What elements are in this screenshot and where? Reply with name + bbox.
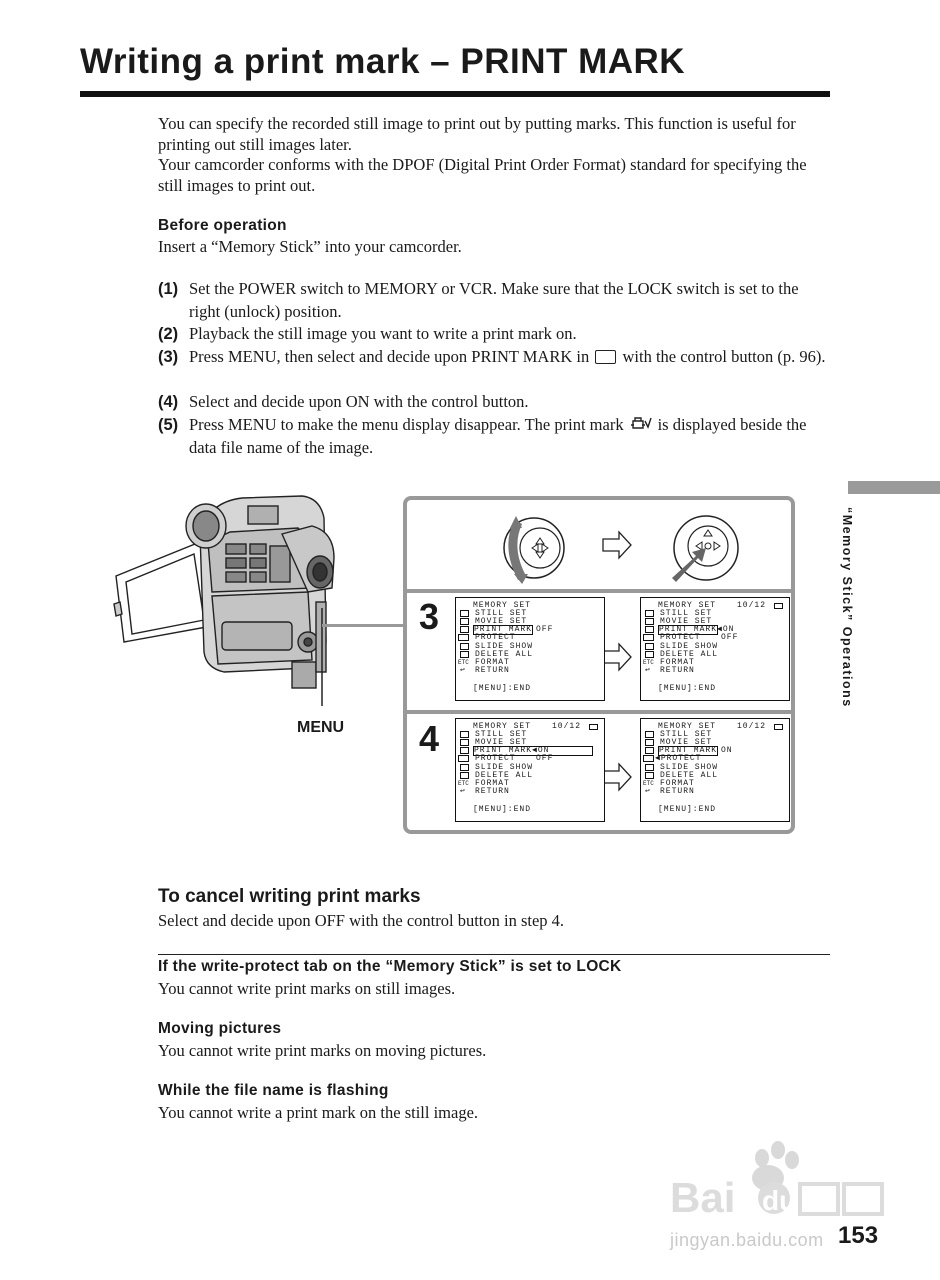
note-heading: While the file name is flashing — [158, 1082, 389, 1099]
menu-item: FORMAT — [660, 658, 695, 667]
menu-item: FORMAT — [660, 779, 695, 788]
menu-item: RETURN — [660, 666, 695, 675]
memory-icon — [774, 724, 783, 730]
next-arrow-icon — [600, 762, 634, 792]
menu-header: MEMORY SET — [658, 722, 717, 731]
still-set-icon — [645, 731, 654, 738]
still-set-icon — [460, 610, 469, 617]
image-counter: 10/12 — [737, 601, 767, 610]
step-2 — [158, 323, 830, 346]
menu-item: STILL SET — [475, 609, 528, 618]
image-counter: 10/12 — [737, 722, 767, 731]
step-text: Playback the still image you want to write a print mark on. — [189, 324, 577, 343]
menu-screen-4b — [640, 718, 790, 822]
menu-screen-3b — [640, 597, 790, 701]
menu-item: ◀PROTECT — [655, 754, 702, 763]
menu-end-hint: [MENU]:END — [658, 684, 717, 693]
print-mark-icon — [645, 626, 654, 633]
delete-icon — [460, 772, 469, 779]
menu-end-hint: [MENU]:END — [473, 684, 532, 693]
menu-button-label: MENU — [297, 719, 345, 736]
section-rule — [158, 954, 830, 955]
menu-item-selected: PRINT MARK — [659, 625, 718, 634]
figure-step-3: 3 — [419, 596, 440, 637]
menu-value: ◀ON — [717, 625, 735, 634]
menu-item: MOVIE SET — [660, 617, 713, 626]
menu-screen-3a — [455, 597, 605, 701]
section-tab-label: “Memory Stick” Operations — [840, 507, 854, 708]
menu-value: OFF — [536, 754, 554, 763]
menu-item-selected: PRINT MARK — [474, 625, 533, 634]
menu-header: MEMORY SET — [658, 601, 717, 610]
slide-show-icon — [460, 643, 469, 650]
step-4 — [158, 391, 830, 414]
menu-item: SLIDE SHOW — [475, 763, 534, 772]
memory-icon — [774, 603, 783, 609]
menu-item: DELETE ALL — [475, 771, 534, 780]
print-mark-icon — [630, 417, 652, 432]
menu-item: DELETE ALL — [475, 650, 534, 659]
page-number: 153 — [838, 1222, 879, 1249]
menu-item: PROTECT — [475, 633, 516, 642]
menu-item: STILL SET — [660, 730, 713, 739]
figure-step-4: 4 — [419, 718, 440, 759]
etc-icon: ETC — [458, 780, 469, 787]
intro-paragraph-2: Your camcorder conforms with the DPOF (Digital Print Order Format) standard for specifying the still images to print out. — [158, 155, 807, 195]
etc-icon: ETC — [643, 659, 654, 666]
return-icon: ↩ — [460, 787, 466, 796]
step-3 — [158, 346, 830, 369]
step-number: (3) — [158, 348, 179, 366]
menu-item: FORMAT — [475, 779, 510, 788]
svg-text:du: du — [762, 1185, 797, 1216]
intro-paragraph-1: You can specify the recorded still image to print out by putting marks. This function is useful for printing out still images later. — [158, 114, 796, 154]
camcorder-illustration — [112, 492, 412, 716]
cancel-heading: To cancel writing print marks — [158, 886, 421, 907]
movie-set-icon — [460, 739, 469, 746]
etc-icon: ETC — [458, 659, 469, 666]
print-mark-icon — [645, 747, 654, 754]
step-text-cont: with the control button (p. 96). — [622, 347, 826, 366]
svg-text:Bai: Bai — [670, 1174, 736, 1221]
movie-set-icon — [645, 618, 654, 625]
memory-menu-icon — [595, 350, 616, 364]
menu-item: MOVIE SET — [475, 738, 528, 747]
step-text: Press MENU, then select and decide upon PRINT MARK in — [189, 347, 590, 366]
menu-item: STILL SET — [475, 730, 528, 739]
watermark-text: jingyan.baidu.com — [670, 1230, 824, 1250]
menu-end-hint: [MENU]:END — [473, 805, 532, 814]
menu-header: MEMORY SET — [473, 601, 532, 610]
return-icon: ↩ — [645, 666, 651, 675]
menu-item: DELETE ALL — [660, 771, 719, 780]
slide-show-icon — [645, 764, 654, 771]
menu-item: MOVIE SET — [660, 738, 713, 747]
before-operation-text: Insert a “Memory Stick” into your camcorder. — [158, 237, 462, 256]
menu-item: STILL SET — [660, 609, 713, 618]
control-button-press-icon — [666, 506, 746, 586]
menu-item: RETURN — [475, 666, 510, 675]
menu-end-hint: [MENU]:END — [658, 805, 717, 814]
movie-set-icon — [460, 618, 469, 625]
step-text: Press MENU to make the menu display disappear. The print mark — [189, 415, 624, 434]
memory-icon — [643, 634, 654, 641]
memory-icon — [458, 755, 469, 762]
menu-item: SLIDE SHOW — [660, 642, 719, 651]
before-operation-heading: Before operation — [158, 217, 287, 234]
menu-value: ON — [721, 746, 733, 755]
slide-show-icon — [645, 643, 654, 650]
panel-divider — [405, 589, 793, 593]
menu-item: FORMAT — [475, 658, 510, 667]
return-icon: ↩ — [460, 666, 466, 675]
slide-show-icon — [460, 764, 469, 771]
note-heading: Moving pictures — [158, 1020, 282, 1037]
title-rule — [80, 91, 830, 97]
note-text: You cannot write print marks on moving pictures. — [158, 1041, 487, 1060]
print-mark-icon — [460, 626, 469, 633]
step-number: (1) — [158, 280, 179, 298]
control-button-turn-icon — [496, 506, 576, 586]
image-counter: 10/12 — [552, 722, 582, 731]
delete-icon — [460, 651, 469, 658]
step-text: Set the POWER switch to MEMORY or VCR. Make sure that the LOCK switch is set to the right (unlock) position. — [189, 279, 799, 321]
baidu-paw-logo-icon — [670, 1140, 900, 1230]
print-mark-icon — [460, 747, 469, 754]
menu-item: SLIDE SHOW — [475, 642, 534, 651]
page-title: Writing a print mark – PRINT MARK — [80, 42, 686, 81]
menu-item: RETURN — [475, 787, 510, 796]
step-5 — [158, 414, 830, 459]
menu-item: RETURN — [660, 787, 695, 796]
etc-icon: ETC — [643, 780, 654, 787]
return-icon: ↩ — [645, 787, 651, 796]
step-number: (5) — [158, 416, 179, 434]
section-tab — [848, 481, 940, 494]
connector-line — [322, 624, 405, 627]
menu-screen-4a — [455, 718, 605, 822]
next-arrow-icon — [600, 642, 634, 672]
still-set-icon — [460, 731, 469, 738]
movie-set-icon — [645, 739, 654, 746]
memory-icon — [589, 724, 598, 730]
delete-icon — [645, 772, 654, 779]
note-heading: If the write-protect tab on the “Memory Stick” is set to LOCK — [158, 958, 622, 975]
memory-icon — [458, 634, 469, 641]
menu-header: MEMORY SET — [473, 722, 532, 731]
step-number: (2) — [158, 325, 179, 343]
note-text: You cannot write a print mark on the still image. — [158, 1103, 479, 1122]
memory-icon — [643, 755, 654, 762]
still-set-icon — [645, 610, 654, 617]
step-text-cont: is displayed beside the data file name of the image. — [189, 415, 807, 457]
cancel-text: Select and decide upon OFF with the control button in step 4. — [158, 911, 565, 930]
menu-value: OFF — [721, 633, 739, 642]
menu-item: SLIDE SHOW — [660, 763, 719, 772]
step-number: (4) — [158, 393, 179, 411]
next-arrow-icon — [600, 530, 634, 560]
note-text: You cannot write print marks on still images. — [158, 979, 456, 998]
menu-item: DELETE ALL — [660, 650, 719, 659]
panel-divider — [405, 710, 793, 714]
menu-item: PROTECT — [660, 633, 701, 642]
menu-item: PROTECT — [475, 754, 516, 763]
menu-value: OFF — [536, 625, 554, 634]
menu-item: MOVIE SET — [475, 617, 528, 626]
delete-icon — [645, 651, 654, 658]
menu-item-selected: PRINT MARK◀ON — [474, 747, 592, 755]
menu-item-selected: PRINT MARK — [659, 746, 718, 755]
step-text: Select and decide upon ON with the control button. — [189, 392, 529, 411]
step-1 — [158, 278, 830, 323]
